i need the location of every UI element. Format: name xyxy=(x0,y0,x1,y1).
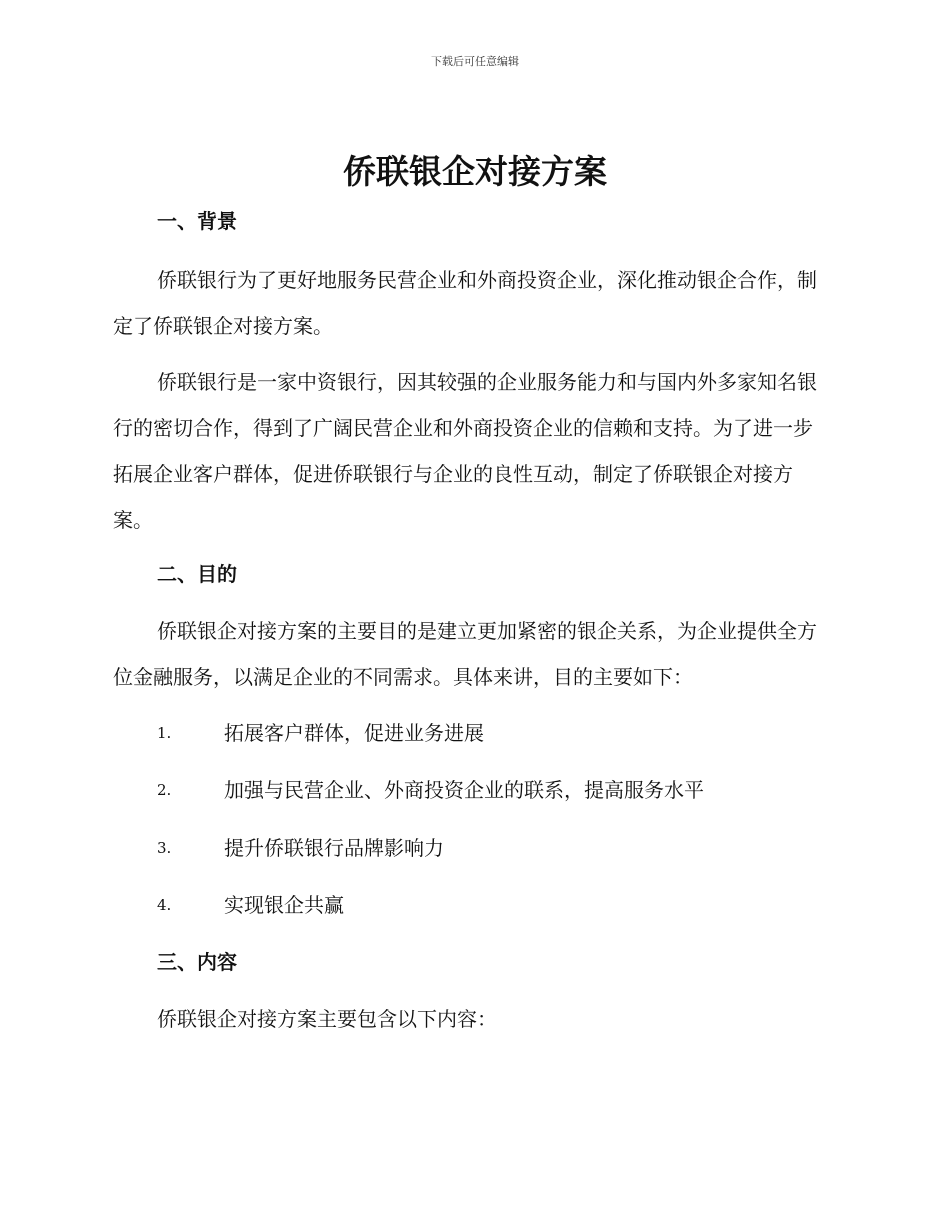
page-header: 下载后可任意编辑 xyxy=(431,55,519,68)
paragraph-background-2: 侨联银行是一家中资银行，因其较强的企业服务能力和与国内外多家知名银行的密切合作，得到了广阔民营企业和外商投资企业的信赖和支持。为了进一步拓展企业客户群体，促进侨联银行与企业的良性互动，制定了侨联银企对接方案。 xyxy=(113,370,817,532)
list-item-text: 提升侨联银行品牌影响力 xyxy=(224,836,444,860)
list-item-text: 加强与民营企业、外商投资企业的联系，提高服务水平 xyxy=(224,778,704,802)
paragraph-background-1: 侨联银行为了更好地服务民营企业和外商投资企业，深化推动银企合作，制定了侨联银企对接方案。 xyxy=(113,268,817,338)
list-item-text: 实现银企共赢 xyxy=(224,893,344,917)
list-item-number: 4. xyxy=(157,896,172,914)
list-item-number: 2. xyxy=(157,781,172,799)
document-title: 侨联银企对接方案 xyxy=(343,152,607,191)
section-heading-background: 一、背景 xyxy=(157,209,237,233)
list-item-number: 1. xyxy=(157,724,172,742)
section-heading-purpose: 二、目的 xyxy=(157,562,237,586)
list-item-number: 3. xyxy=(157,839,172,857)
paragraph-purpose-1: 侨联银企对接方案的主要目的是建立更加紧密的银企关系，为企业提供全方位金融服务，以满足企业的不同需求。具体来讲，目的主要如下： xyxy=(113,619,817,689)
paragraph-content-1: 侨联银企对接方案主要包含以下内容： xyxy=(157,1007,497,1031)
list-item-text: 拓展客户群体，促进业务进展 xyxy=(224,721,484,745)
section-heading-content: 三、内容 xyxy=(157,950,237,974)
